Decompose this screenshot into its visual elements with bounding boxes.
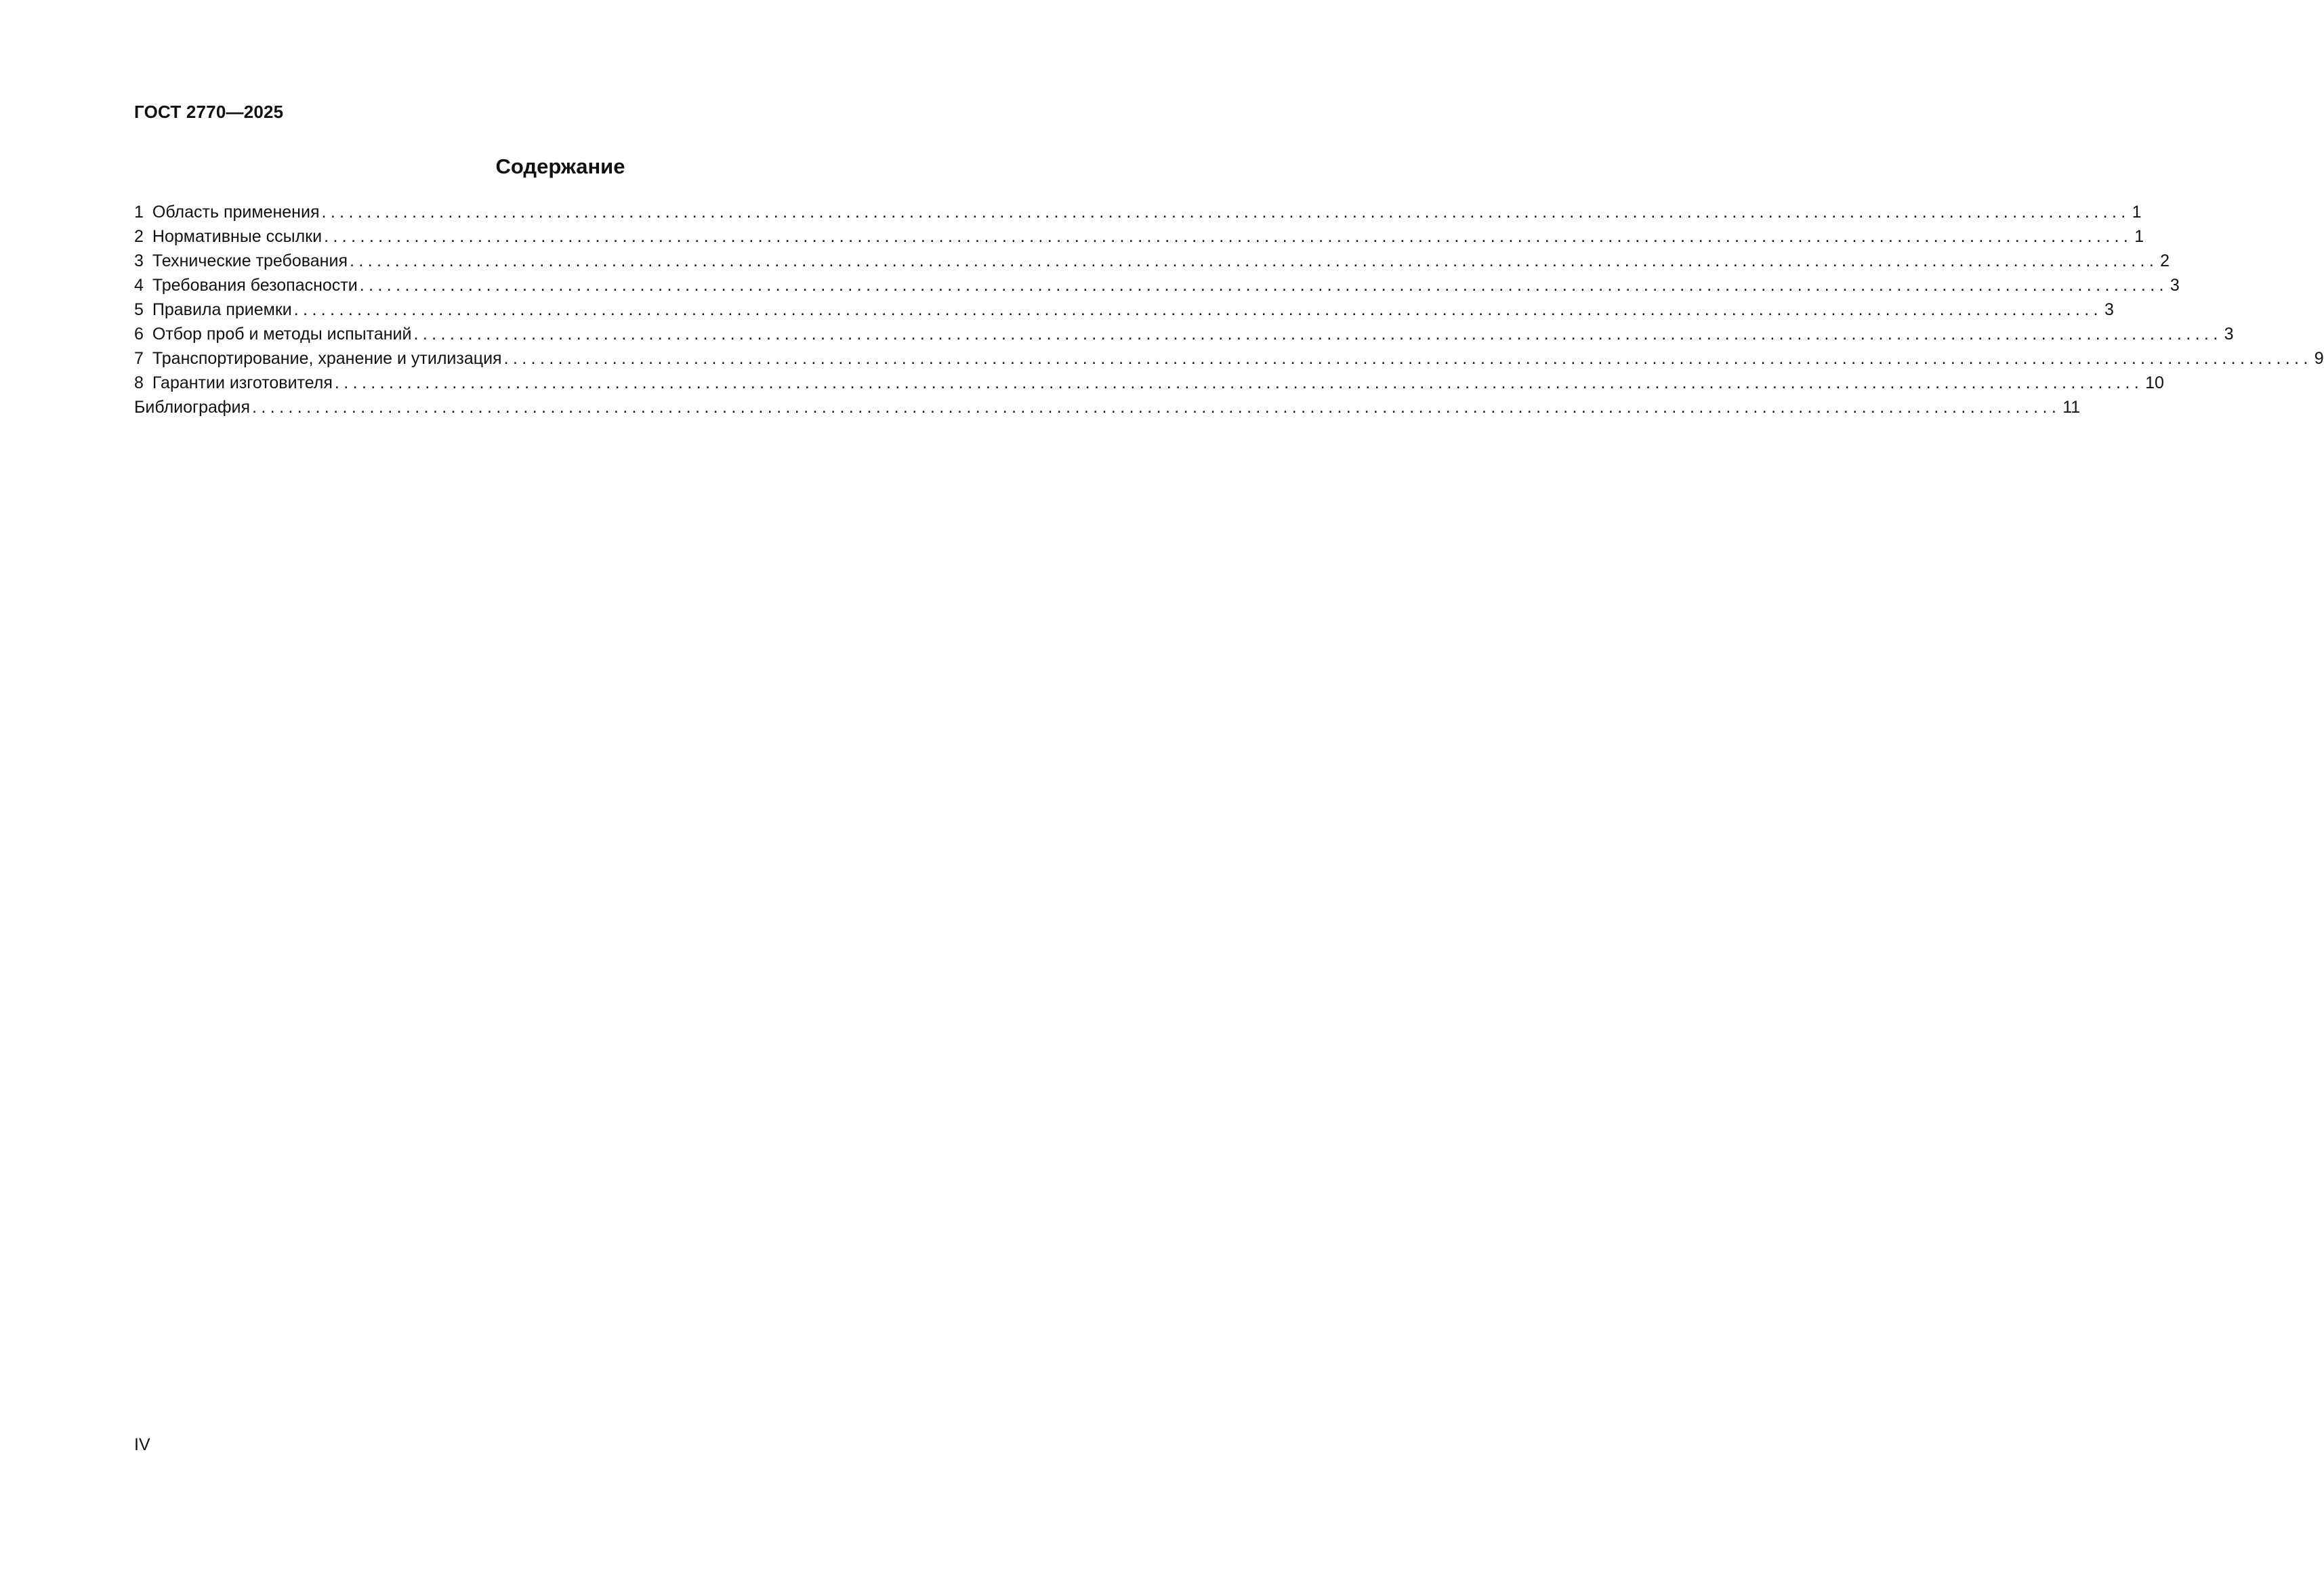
toc-entry-number: 6 <box>134 325 144 344</box>
toc-entry-title: Технические требования <box>152 251 348 270</box>
toc-entry-page: 1 <box>2132 203 2142 222</box>
dot-leader: ........................................................................................................................................................................................................ <box>334 373 2144 392</box>
toc-entry-page: 1 <box>2134 227 2144 246</box>
toc-entry-title: Отбор проб и методы испытаний <box>152 325 412 344</box>
toc-entry-page: 11 <box>2062 398 2081 417</box>
dot-leader: ........................................................................................................................................................................................................ <box>252 398 2061 417</box>
dot-leader: ........................................................................................................................................................................................................ <box>359 276 2168 295</box>
toc-entry-title: Требования безопасности <box>152 276 358 295</box>
toc-entry-number: 7 <box>134 349 144 368</box>
toc-entry-title: Библиография <box>134 398 251 417</box>
dot-leader: ........................................................................................................................................................................................................ <box>324 227 2133 246</box>
toc-entry-page: 10 <box>2145 373 2164 392</box>
toc-entry-technical-requirements[interactable] <box>134 249 2170 273</box>
toc-entry-title: Гарантии изготовителя <box>152 373 333 392</box>
toc-entry-manufacturer-warranty[interactable] <box>134 371 2164 395</box>
toc-entry-title: Правила приемки <box>152 300 292 319</box>
toc-entry-number: 4 <box>134 276 144 295</box>
toc-entry-number: 1 <box>134 203 144 222</box>
toc-entry-sampling-and-test-methods[interactable] <box>134 322 2234 346</box>
table-of-contents <box>134 200 2324 419</box>
toc-entry-page: 3 <box>2104 300 2114 319</box>
toc-entry-acceptance-rules[interactable] <box>134 297 2114 322</box>
toc-entry-normative-references[interactable] <box>134 224 2144 249</box>
dot-leader: ........................................................................................................................................................................................................ <box>293 300 2102 319</box>
toc-entry-number: 5 <box>134 300 144 319</box>
dot-leader: ........................................................................................................................................................................................................ <box>503 349 2312 368</box>
toc-entry-title: Нормативные ссылки <box>152 227 323 246</box>
dot-leader: ........................................................................................................................................................................................................ <box>321 203 2130 222</box>
toc-entry-safety-requirements[interactable] <box>134 273 2180 297</box>
toc-entry-number: 2 <box>134 227 144 246</box>
toc-entry-page: 2 <box>2160 251 2170 270</box>
toc-entry-title: Область применения <box>152 203 320 222</box>
toc-entry-page: 3 <box>2224 325 2234 344</box>
toc-entry-number: 3 <box>134 251 144 270</box>
toc-entry-scope[interactable] <box>134 200 2142 224</box>
toc-entry-number: 8 <box>134 373 144 392</box>
toc-entry-transport-storage-disposal[interactable] <box>134 346 2324 371</box>
toc-entry-bibliography[interactable] <box>134 395 2081 419</box>
dot-leader: ........................................................................................................................................................................................................ <box>350 251 2159 270</box>
toc-entry-page: 3 <box>2170 276 2180 295</box>
dot-leader: ........................................................................................................................................................................................................ <box>413 325 2222 344</box>
page-number: IV <box>134 1435 150 1454</box>
toc-entry-page: 9 <box>2314 349 2324 368</box>
toc-title: Содержание <box>495 155 625 178</box>
toc-entry-title: Транспортирование, хранение и утилизация <box>152 349 502 368</box>
document-code: ГОСТ 2770—2025 <box>134 102 284 122</box>
